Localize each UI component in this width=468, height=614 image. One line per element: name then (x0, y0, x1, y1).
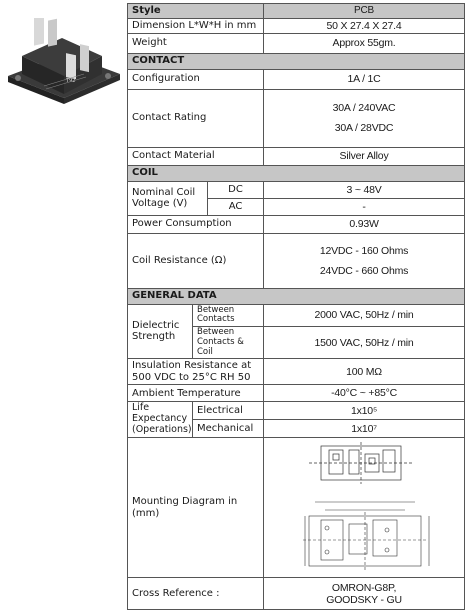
dielectric-strength-label: Dielectric Strength (128, 304, 193, 359)
ambient-temperature-label: Ambient Temperature (128, 385, 264, 402)
general-data-section-header: GENERAL DATA (128, 288, 465, 304)
contact-material-label: Contact Material (128, 147, 264, 165)
cross-reference-goodsky: GOODSKY - GU (326, 593, 402, 606)
life-expectancy-label: Life Expectancy (Operations) (128, 402, 193, 438)
coil-resistance-label: Coil Resistance (Ω) (128, 233, 264, 288)
contact-rating-ac: 30A / 240VAC (332, 102, 396, 114)
between-contacts-label: Between Contacts (193, 304, 264, 327)
weight-value: Approx 55gm. (264, 33, 465, 53)
coil-section-header: COIL (128, 165, 465, 181)
coil-ac-value: - (264, 198, 465, 215)
configuration-value: 1A / 1C (264, 69, 465, 89)
contact-rating-dc: 30A / 28VDC (334, 122, 394, 135)
contact-section-header: CONTACT (128, 53, 465, 69)
mounting-diagram-label: Mounting Diagram in (mm) (128, 438, 264, 578)
dimension-label: Dimension L*W*H in mm (128, 18, 264, 33)
weight-label: Weight (128, 33, 264, 53)
style-label: Style (128, 4, 264, 19)
coil-dc-value: 3 ~ 48V (264, 181, 465, 198)
coil-dc-label: DC (208, 181, 264, 198)
product-marking: T92 (66, 78, 76, 84)
contact-material-value: Silver Alloy (264, 147, 465, 165)
electrical-life-value: 1x10⁵ (264, 402, 465, 420)
between-contacts-value: 2000 VAC, 50Hz / min (264, 304, 465, 327)
coil-ac-label: AC (208, 198, 264, 215)
coil-resistance-24v: 24VDC - 660 Ohms (319, 264, 409, 277)
mechanical-life-label: Mechanical (193, 420, 264, 438)
between-contacts-coil-value: 1500 VAC, 50Hz / min (264, 327, 465, 359)
nominal-coil-voltage-label: Nominal Coil Voltage (V) (128, 181, 208, 215)
configuration-label: Configuration (128, 69, 264, 89)
mounting-diagram (269, 440, 459, 572)
power-consumption-label: Power Consumption (128, 215, 264, 233)
contact-rating-label: Contact Rating (128, 89, 264, 147)
coil-resistance-12v: 12VDC - 160 Ohms (319, 244, 409, 257)
insulation-resistance-label: Insulation Resistance at 500 VDC to 25°C RH 50 (128, 359, 264, 385)
power-consumption-value: 0.93W (264, 215, 465, 233)
between-contacts-coil-label: Between Contacts & Coil (193, 327, 264, 359)
cross-reference-omron: OMRON-G8P, (331, 581, 397, 594)
style-value: PCB (264, 4, 465, 19)
relay-product-photo (4, 18, 122, 104)
dimension-value: 50 X 27.4 X 27.4 (264, 18, 465, 33)
mechanical-life-value: 1x10⁷ (264, 420, 465, 438)
cross-reference-label: Cross Reference : (128, 578, 264, 610)
ambient-temperature-value: -40°C ~ +85°C (264, 385, 465, 402)
electrical-life-label: Electrical (193, 402, 264, 420)
insulation-resistance-value: 100 MΩ (264, 359, 465, 385)
specification-table (127, 3, 465, 610)
